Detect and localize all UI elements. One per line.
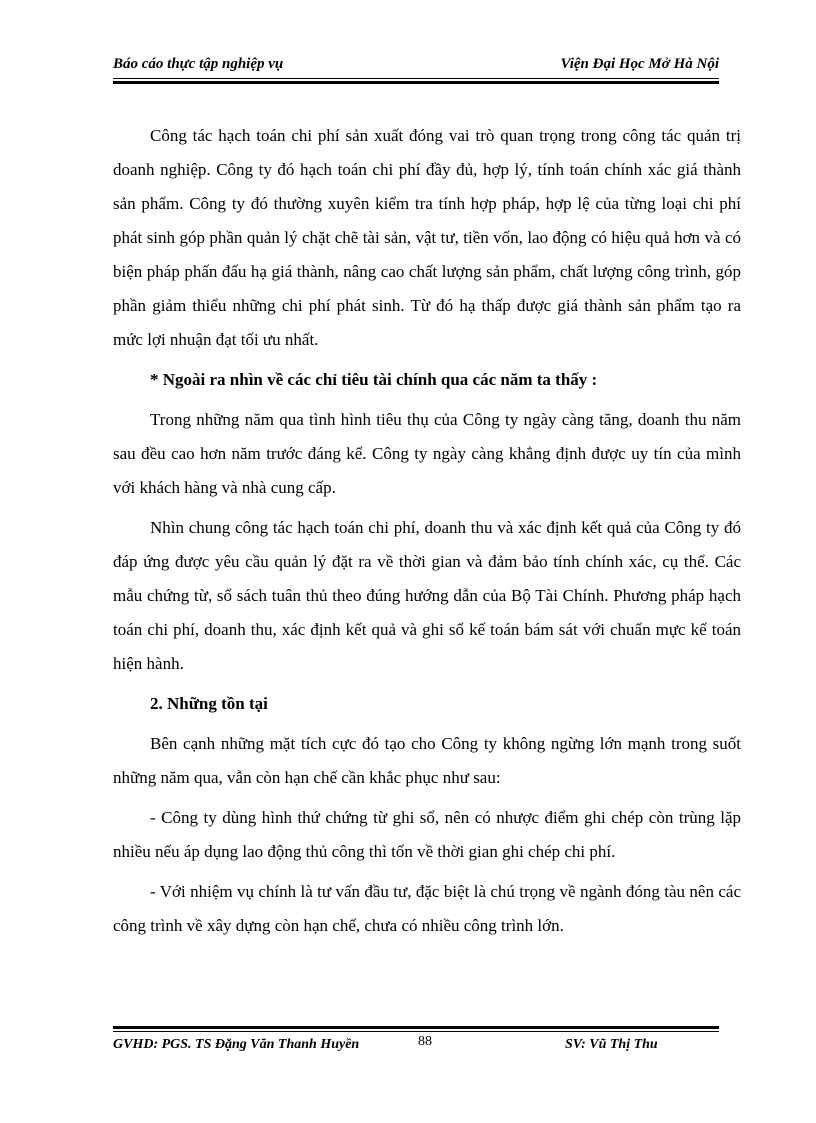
paragraph-general-assessment: Nhìn chung công tác hạch toán chi phí, doanh thu và xác định kết quả của Công ty đó đáp ứng được yêu cầu quản lý đặt ra về thời gian và đảm bảo tính chính xác, cụ thể. Các mẫu chứng từ, sổ sách tuân thủ theo đúng hướng dẫn của Bộ Tài Chính. Phương pháp hạch toán chi phí, doanh thu, xác định kết quả và ghi sổ kế toán bám sát với chuẩn mực kế toán hiện hành.	[113, 518, 741, 673]
paragraph-shortcoming-construction: - Với nhiệm vụ chính là tư vấn đầu tư, đặc biệt là chú trọng về ngành đóng tàu nên các công trình về xây dựng còn hạn chế, chưa có nhiều công trình lớn.	[113, 882, 741, 935]
header-report-title: Báo cáo thực tập nghiệp vụ	[113, 56, 284, 72]
footer-supervisor: GVHD: PGS. TS Đặng Văn Thanh Huyền	[113, 1037, 360, 1052]
footer-divider	[113, 1026, 719, 1032]
section-heading-financial-indicators: * Ngoài ra nhìn về các chỉ tiêu tài chính qua các năm ta thấy :	[150, 370, 598, 389]
page-footer	[113, 1035, 719, 1075]
paragraph-revenue-growth: Trong những năm qua tình hình tiêu thụ của Công ty ngày càng tăng, doanh thu năm sau đều cao hơn năm trước đáng kể. Công ty ngày càng khẳng định được uy tín của mình với khách hàng và nhà cung cấp.	[113, 410, 741, 497]
footer-student: SV: Vũ Thị Thu	[565, 1037, 658, 1052]
paragraph-cost-accounting: Công tác hạch toán chi phí sản xuất đóng vai trò quan trọng trong công tác quản trị doanh nghiệp. Công ty đó hạch toán chi phí đầy đủ, hợp lý, tính toán chính xác giá thành sản phẩm. Công ty đó thường xuyên kiểm tra tính hợp pháp, hợp lệ của từng loại chi phí phát sinh góp phần quản lý chặt chẽ tài sản, vật tư, tiền vốn, lao động có hiệu quả hơn và có biện pháp phấn đấu hạ giá thành, nâng cao chất lượng sản phẩm, chất lượng công trình, góp phần giảm thiểu những chi phí phát sinh. Từ đó hạ thấp được giá thành sản phẩm tạo ra mức lợi nhuận đạt tối ưu nhất.	[113, 126, 741, 349]
document-body	[113, 119, 741, 949]
paragraph-shortcomings-intro: Bên cạnh những mặt tích cực đó tạo cho Công ty không ngừng lớn mạnh trong suốt những năm qua, vẫn còn hạn chế cần khắc phục như sau:	[113, 734, 741, 787]
header-divider	[113, 78, 719, 84]
section-heading-shortcomings: 2. Những tồn tại	[150, 694, 268, 713]
page-number: 88	[418, 1034, 432, 1049]
header-institution: Viện Đại Học Mở Hà Nội	[560, 56, 719, 72]
page-header	[113, 56, 719, 78]
paragraph-shortcoming-vouchers: - Công ty dùng hình thứ chứng từ ghi sổ, nên có nhược điểm ghi chép còn trùng lặp nhiều nếu áp dụng lao động thủ công thì tốn về thời gian ghi chép chi phí.	[113, 808, 741, 861]
